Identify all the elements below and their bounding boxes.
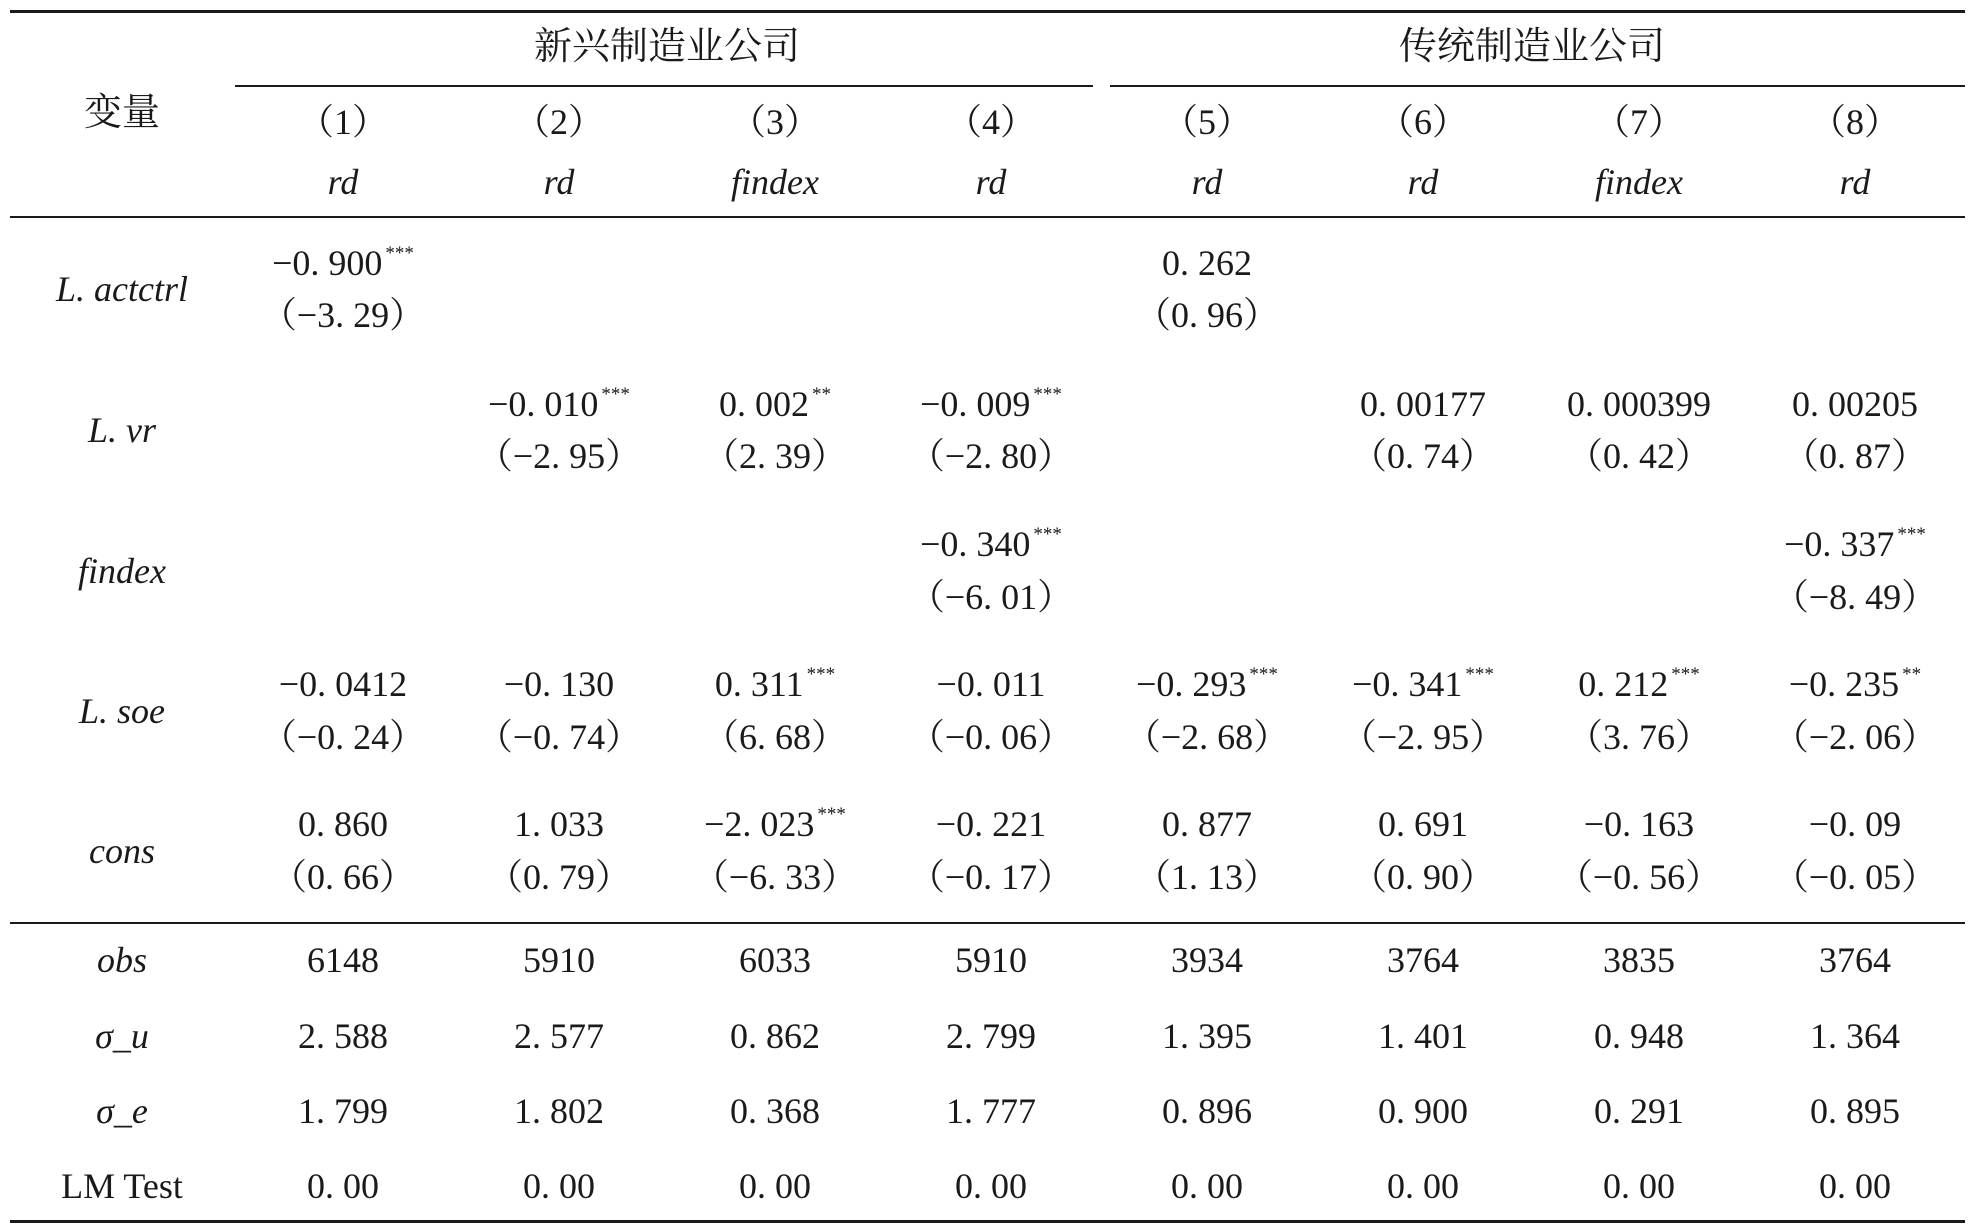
coefficient-value: −0. 293 bbox=[1136, 664, 1247, 704]
t-statistic-cell: （0. 79） bbox=[486, 857, 632, 897]
stat-value: 3934 bbox=[1171, 940, 1243, 980]
coefficient-cell bbox=[920, 386, 1062, 422]
stat-value: 0. 00 bbox=[1819, 1166, 1891, 1206]
coefficient-value: −0. 130 bbox=[503, 664, 615, 704]
row-label: L. soe bbox=[78, 690, 166, 731]
stat-value: 0. 862 bbox=[730, 1016, 820, 1056]
significance-stars: *** bbox=[1033, 524, 1062, 545]
coefficient-cell bbox=[1162, 245, 1252, 281]
significance-stars: *** bbox=[1249, 664, 1278, 685]
coefficient-cell bbox=[1567, 386, 1711, 422]
column-number: （7） bbox=[1593, 102, 1685, 142]
significance-stars: ** bbox=[812, 384, 831, 405]
coefficient-cell bbox=[1792, 386, 1918, 422]
coefficient-cell bbox=[920, 526, 1062, 562]
column-dependent-var: rd bbox=[543, 162, 575, 202]
stat-value: 0. 00 bbox=[1387, 1166, 1459, 1206]
stat-value: 0. 895 bbox=[1810, 1091, 1900, 1131]
stat-label: LM Test bbox=[61, 1166, 183, 1206]
significance-stars: *** bbox=[1671, 664, 1700, 685]
t-statistic-cell: （−3. 29） bbox=[260, 295, 426, 335]
row-label: L. vr bbox=[87, 410, 157, 450]
t-statistic-cell: （−6. 33） bbox=[692, 857, 858, 897]
coefficient-cell bbox=[1360, 386, 1486, 422]
t-statistic-cell: （0. 90） bbox=[1350, 857, 1496, 897]
coefficient-value: −2. 023 bbox=[704, 804, 815, 844]
stat-value: 3835 bbox=[1603, 940, 1675, 980]
coefficient-value: −0. 011 bbox=[936, 664, 1046, 704]
column-dependent-var: rd bbox=[327, 162, 359, 202]
group-header-traditional: 传统制造业公司 bbox=[1398, 26, 1666, 68]
stat-value: 0. 291 bbox=[1594, 1091, 1684, 1131]
coefficient-value: −0. 221 bbox=[935, 804, 1047, 844]
significance-stars: *** bbox=[385, 243, 414, 264]
coefficient-cell bbox=[504, 666, 614, 702]
coefficient-cell bbox=[272, 245, 414, 281]
t-statistic-cell: （−0. 06） bbox=[908, 717, 1074, 757]
coefficient-value: 0. 00177 bbox=[1360, 384, 1486, 424]
t-statistic-cell: （0. 42） bbox=[1566, 436, 1712, 476]
coefficient-value: −0. 235 bbox=[1788, 664, 1900, 704]
significance-stars: *** bbox=[1465, 664, 1494, 685]
coefficient-value: −0. 341 bbox=[1352, 664, 1463, 704]
stat-value: 0. 900 bbox=[1378, 1091, 1468, 1131]
t-statistic-cell: （−0. 56） bbox=[1556, 857, 1722, 897]
stats-rule bbox=[10, 922, 1965, 924]
stat-value: 2. 577 bbox=[514, 1016, 604, 1056]
coefficient-cell bbox=[1578, 666, 1700, 702]
coefficient-cell bbox=[1162, 806, 1252, 842]
group-rule-emerging bbox=[235, 85, 1093, 87]
coefficient-cell bbox=[1784, 526, 1926, 562]
t-statistic-cell: （3. 76） bbox=[1566, 717, 1712, 757]
coefficient-cell bbox=[704, 806, 846, 842]
significance-stars: *** bbox=[601, 384, 630, 405]
column-dependent-var: rd bbox=[1191, 162, 1223, 202]
coefficient-cell bbox=[1789, 666, 1921, 702]
coefficient-value: −0. 009 bbox=[920, 384, 1031, 424]
coefficient-value: 0. 877 bbox=[1162, 804, 1252, 844]
stat-value: 3764 bbox=[1387, 940, 1459, 980]
column-number: （3） bbox=[729, 102, 821, 142]
t-statistic-cell: （−2. 06） bbox=[1772, 717, 1938, 757]
column-number: （4） bbox=[945, 102, 1037, 142]
significance-stars: ** bbox=[1902, 664, 1922, 685]
column-number: （5） bbox=[1161, 102, 1253, 142]
t-statistic-cell: （−6. 01） bbox=[908, 577, 1074, 617]
column-dependent-var: rd bbox=[1839, 162, 1871, 202]
coefficient-cell bbox=[715, 666, 835, 702]
stat-value: 0. 896 bbox=[1162, 1091, 1252, 1131]
coefficient-value: −0. 337 bbox=[1784, 524, 1895, 564]
coefficient-cell bbox=[937, 666, 1046, 702]
group-header-emerging: 新兴制造业公司 bbox=[533, 26, 801, 68]
column-dependent-var: rd bbox=[975, 162, 1007, 202]
t-statistic-cell: （2. 39） bbox=[702, 436, 848, 476]
stat-value: 2. 588 bbox=[298, 1016, 388, 1056]
coefficient-cell bbox=[514, 806, 604, 842]
t-statistic-cell: （−2. 95） bbox=[476, 436, 642, 476]
row-label: L. actctrl bbox=[56, 269, 188, 309]
t-statistic-cell: （−2. 80） bbox=[908, 436, 1074, 476]
t-statistic-cell: （−2. 95） bbox=[1340, 717, 1506, 757]
t-statistic-cell: （0. 66） bbox=[270, 857, 416, 897]
stat-value: 0. 00 bbox=[307, 1166, 379, 1206]
coefficient-cell bbox=[1136, 666, 1278, 702]
coefficient-value: −0. 09 bbox=[1808, 804, 1902, 844]
row-label: findex bbox=[78, 550, 166, 591]
coefficient-cell bbox=[1378, 806, 1468, 842]
coefficient-cell bbox=[1352, 666, 1494, 702]
stat-value: 0. 00 bbox=[955, 1166, 1027, 1206]
column-number: （1） bbox=[297, 102, 389, 142]
stat-value: 5910 bbox=[523, 940, 595, 980]
significance-stars: *** bbox=[1897, 524, 1926, 545]
stat-value: 0. 00 bbox=[523, 1166, 595, 1206]
significance-stars: *** bbox=[1033, 384, 1062, 405]
coefficient-value: 0. 00205 bbox=[1792, 384, 1918, 424]
stat-value: 6148 bbox=[307, 940, 379, 980]
stat-value: 3764 bbox=[1819, 940, 1891, 980]
coefficient-value: 0. 311 bbox=[714, 664, 804, 704]
coefficient-value: 0. 262 bbox=[1162, 243, 1252, 283]
coefficient-value: −0. 010 bbox=[488, 384, 599, 424]
t-statistic-cell: （6. 68） bbox=[702, 717, 848, 757]
coefficient-value: 0. 212 bbox=[1578, 664, 1669, 704]
t-statistic-cell: （0. 96） bbox=[1134, 295, 1280, 335]
coefficient-cell bbox=[1584, 806, 1694, 842]
coefficient-value: −0. 340 bbox=[920, 524, 1031, 564]
column-dependent-var: findex bbox=[731, 162, 819, 202]
t-statistic-cell: （−0. 74） bbox=[476, 717, 642, 757]
coefficient-value: −0. 163 bbox=[1583, 804, 1695, 844]
stat-label: σ_e bbox=[96, 1091, 148, 1131]
stat-value: 0. 00 bbox=[739, 1166, 811, 1206]
column-number: （2） bbox=[513, 102, 605, 142]
stat-value: 2. 799 bbox=[946, 1016, 1036, 1056]
column-dependent-var: rd bbox=[1407, 162, 1439, 202]
coefficient-cell bbox=[1809, 806, 1901, 842]
stat-value: 0. 00 bbox=[1171, 1166, 1243, 1206]
coefficient-cell bbox=[298, 806, 388, 842]
column-number: （8） bbox=[1809, 102, 1901, 142]
column-dependent-var: findex bbox=[1595, 162, 1683, 202]
t-statistic-cell: （0. 87） bbox=[1782, 436, 1928, 476]
group-rule-traditional bbox=[1110, 85, 1965, 87]
bottom-rule bbox=[10, 1220, 1965, 1223]
significance-stars: *** bbox=[806, 664, 836, 685]
stat-value: 1. 799 bbox=[298, 1091, 388, 1131]
header-rule bbox=[10, 216, 1965, 218]
t-statistic-cell: （−0. 05） bbox=[1772, 857, 1938, 897]
stat-value: 1. 777 bbox=[946, 1091, 1036, 1131]
coefficient-value: 1. 033 bbox=[514, 804, 604, 844]
stat-value: 0. 368 bbox=[730, 1091, 820, 1131]
coefficient-value: −0. 0412 bbox=[278, 664, 408, 704]
stat-label: obs bbox=[96, 940, 148, 980]
t-statistic-cell: （0. 74） bbox=[1350, 436, 1496, 476]
coefficient-cell bbox=[279, 666, 407, 702]
t-statistic-cell: （−8. 49） bbox=[1772, 577, 1938, 617]
coefficient-value: −0. 900 bbox=[272, 243, 383, 283]
t-statistic-cell: （−0. 24） bbox=[260, 717, 426, 757]
variable-header: 变量 bbox=[83, 92, 161, 134]
top-rule bbox=[10, 10, 1965, 13]
stat-label: σ_u bbox=[95, 1016, 149, 1056]
stat-value: 1. 395 bbox=[1162, 1016, 1252, 1056]
stat-value: 1. 802 bbox=[514, 1091, 604, 1131]
stat-value: 5910 bbox=[955, 940, 1027, 980]
stat-value: 6033 bbox=[739, 940, 811, 980]
significance-stars: *** bbox=[817, 804, 846, 825]
stat-value: 1. 364 bbox=[1810, 1016, 1900, 1056]
coefficient-value: 0. 691 bbox=[1378, 804, 1468, 844]
stat-value: 1. 401 bbox=[1378, 1016, 1468, 1056]
t-statistic-cell: （1. 13） bbox=[1134, 857, 1280, 897]
row-label: cons bbox=[89, 830, 155, 871]
coefficient-value: 0. 002 bbox=[719, 384, 809, 424]
coefficient-value: 0. 860 bbox=[298, 804, 388, 844]
stat-value: 0. 00 bbox=[1603, 1166, 1675, 1206]
coefficient-cell bbox=[936, 806, 1046, 842]
column-number: （6） bbox=[1377, 102, 1469, 142]
t-statistic-cell: （−2. 68） bbox=[1124, 717, 1290, 757]
stat-value: 0. 948 bbox=[1594, 1016, 1684, 1056]
coefficient-cell bbox=[719, 386, 831, 422]
t-statistic-cell: （−0. 17） bbox=[908, 857, 1074, 897]
coefficient-cell bbox=[488, 386, 630, 422]
coefficient-value: 0. 000399 bbox=[1567, 384, 1711, 424]
